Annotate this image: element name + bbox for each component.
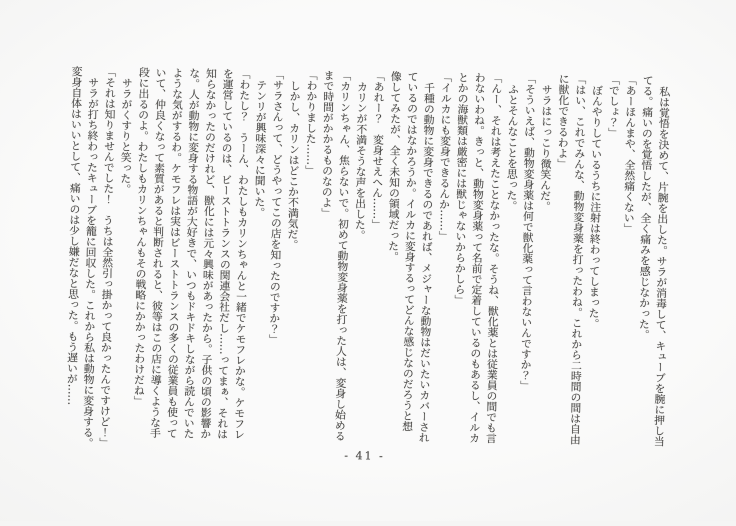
text-line: カリンが不満そうな声を出した。 [353, 81, 370, 241]
text-line: 「サラさんって、どうやってこの店を知ったのですか？」 [267, 68, 286, 345]
text-line: 「わかりました……」 [304, 69, 319, 176]
text-line: ぼんやりしているうちに注射は終わってしまった。 [587, 84, 605, 329]
text-line: てる。痛いのを覚悟したが、全く痛みを感じなかった。 [637, 74, 655, 340]
text-line: サラが打ち終わったキューブを籠に回収した。これから私は動物に変身する。 [81, 76, 101, 448]
text-line: サラはにっこり微笑んだ。 [538, 83, 554, 212]
text-line: ような気がするわ。ケモフレは実はビーストトランスの多くの従業員も使って [165, 67, 185, 439]
text-line: 「でしょ？」 [607, 74, 622, 138]
text-line: 「あーほんまや、全然痛くない」 [622, 74, 638, 234]
text-line: ふとそんなことを思った。 [505, 83, 521, 211]
text-line: しかし、カリンはどこか不満気だ。 [286, 79, 302, 250]
text-line: 私は覚悟を決めて、片腕を出した。サラが消毒して、キューブを腕に押し当 [652, 85, 672, 447]
text-line: 段に出るのよ。わたしもカリンちゃんもその戦略にかかったわけだね」 [132, 66, 151, 407]
text-line: わないわね。きっと、動物変身薬って名前で定着しているのもあるし、イルカ [467, 72, 487, 444]
text-line: ているのではなかろうか。イルカに変身するってどんな感じなのだろうと想 [400, 71, 420, 432]
text-line: に獣化できるわよ」 [556, 73, 571, 169]
text-line: 千種の動物に変身できるのであれば、メジャーな動物はだいたいカバーされ [417, 82, 437, 443]
text-line: いて、仲良くなって素質があると判断されると、彼等はこの店に導くような手 [148, 67, 168, 439]
text-line: 変身自体はいいとして、痛いのは少し嫌だなと思った。もう遅いが…… [65, 65, 84, 406]
text-line: 像してみたが、全く未知の領域だった。 [386, 70, 403, 262]
text-line: サラがくすりと笑った。 [119, 77, 134, 195]
text-line: 「それは知りませんでした！ うちは全然引っ掛かって良かったんですけど！」 [98, 66, 118, 449]
text-line: 「はい、これでみんな、動物変身薬を打ったわね。これから二時間の間は自由 [568, 73, 588, 445]
text-line: な。人が動物に変身する物語が大好きで、いつもドキドキしながら読んでいた [182, 67, 202, 439]
text-line: テンリが興味深々に聞いた。 [253, 79, 269, 218]
text-line: まで時間がかかるものなのよ」 [320, 69, 336, 219]
text-line: とかの海獣類は厳密には獣じゃないからかしら」 [453, 71, 470, 306]
text-line: を運営しているのは、ビーストトランスの関連会社だし……ってまぁ、それは [216, 68, 235, 440]
text-line: 「んー、それは考えたことなかったな。そうね、獣化薬とは従業員の間でも言 [484, 72, 504, 444]
text-line: 「あれー？ 変身せえへん……」 [370, 70, 387, 230]
text-line: 知らなかったのだけれど、獣化には元々興味があったから。子供の頃の影響か [199, 67, 219, 440]
text-line: 「イルカにも変身できるんか……」 [437, 71, 454, 242]
page-number: - 41 - [344, 449, 385, 463]
text-line: 「カリンちゃん、焦らないで。初めて動物変身薬を打った人は、変身し始める [333, 69, 353, 442]
vertical-text-block [62, 66, 673, 455]
text-line: 「わたし？ うーん、わたしもカリンちゃんと一緒でケモフレかな。ケモフレ [232, 68, 252, 440]
text-line: 「そういえば、動物変身薬は何で獣化薬って言わないんですか？」 [519, 72, 538, 392]
